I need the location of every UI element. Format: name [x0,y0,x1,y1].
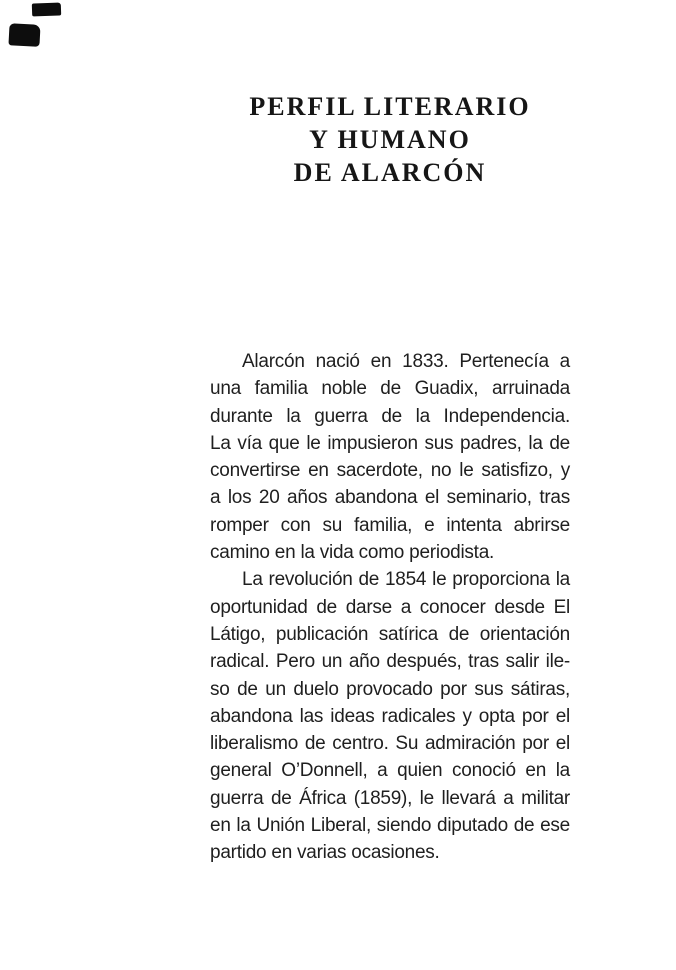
text-line: oportunidad de darse a conocer desde El [210,596,570,618]
text-line: una familia noble de Guadix, arruinada [210,378,570,400]
text-line: so de un duelo provocado por sus sátiras, [210,678,570,700]
text-line: radical. Pero un año después, tras salir ile- [210,651,570,673]
text-line: camino en la vida como periodista. [210,542,495,564]
text-line: La vía que le impusieron sus padres, la de [210,432,570,454]
scan-ink-artifact [32,2,61,16]
body-text [210,348,570,867]
text-line: guerra de África (1859), le llevará a militar [210,787,570,809]
chapter-title-line: DE ALARCÓN [293,158,487,187]
text-line: general O’Donnell, a quien conoció en la [210,760,570,782]
text-line: Alarcón nació en 1833. Pertenecía a [242,351,570,372]
text-line: en la Unión Liberal, siendo diputado de ese [210,815,570,837]
text-line: romper con su familia, e intenta abrirse [210,514,570,536]
chapter-title [210,90,570,189]
text-line: convertirse en sacerdote, no le satisfizo, y [210,460,570,482]
scan-ink-artifact [8,23,40,47]
text-line: liberalismo de centro. Su admiración por el [210,733,570,755]
text-line: Látigo, publicación satírica de orientación [210,623,570,645]
text-line: durante la guerra de la Independencia. [210,405,570,427]
chapter-title-line: Y HUMANO [309,125,471,154]
text-line: partido en varias ocasiones. [210,842,440,864]
chapter-title-line: PERFIL LITERARIO [249,92,531,121]
text-line: abandona las ideas radicales y opta por el [210,705,570,727]
text-line: a los 20 años abandona el seminario, tras [210,487,570,509]
paragraph [210,566,570,866]
text-line: La revolución de 1854 le proporciona la [242,569,570,591]
paragraph [210,348,570,566]
